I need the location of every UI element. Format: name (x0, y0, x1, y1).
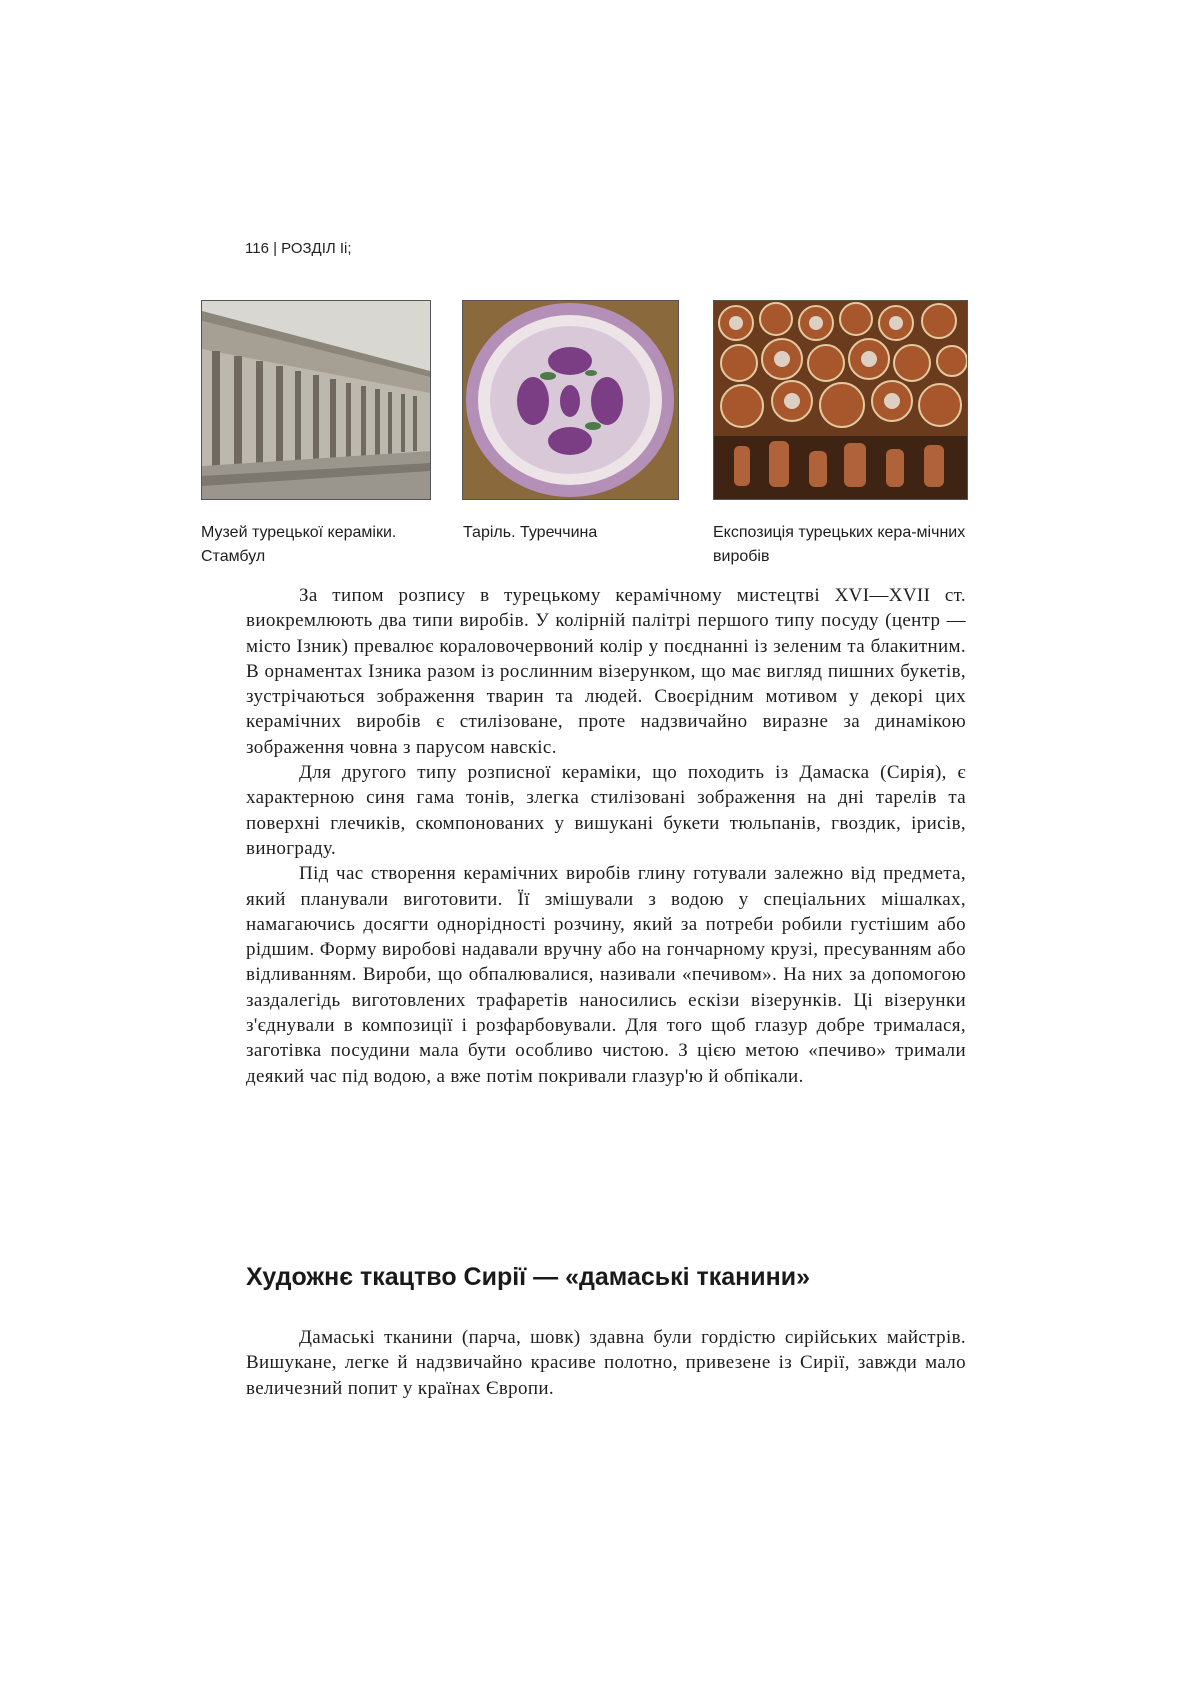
section-heading: Художнє ткацтво Сирії — «дамаські тканини» (246, 1263, 811, 1291)
figure-caption-plate: Таріль. Туреччина (463, 524, 598, 541)
main-text (246, 583, 966, 1089)
plate-photo (462, 300, 679, 500)
section-text (246, 1325, 966, 1401)
museum-photo (201, 300, 431, 500)
paragraph: Дамаські тканини (парча, шовк) здавна були гордістю сирійських майстрів. Вишукане, легке й надзвичайно красиве полотно, привезене із Сирії, завжди мало величезний попит у країнах Європи. (246, 1327, 966, 1399)
paragraph: За типом розпису в турецькому керамічному мистецтві XVI—XVII ст. виокремлюють два типи виробів. У колірній палітрі першого типу посуду (центр — місто Ізник) превалює кораловочервоний колір у поєднанні із зеленим та блакитним. В орнаментах Ізника разом із рослинним візерунком, що має вигляд пишних букетів, зустрічаються зображення тварин та людей. Своєрідним мотивом у декорі цих керамічних виробів є стилізоване, проте надзвичайно виразне за динамікою зображення човна з парусом навскіс. (246, 585, 966, 758)
paragraph: Для другого типу розписної кераміки, що походить із Дамаска (Сирія), є характерною синя гама тонів, злегка стилізовані зображення на дні тарелів та поверхні глечиків, скомпонованих у вишукані букети тюльпанів, гвоздик, ірисів, винограду. (246, 762, 966, 859)
ceramics-display-photo (713, 300, 968, 500)
paragraph: Під час створення керамічних виробів глину готували залежно від предмета, який планували виготовити. Її змішували з водою у спеціальних мішалках, намагаючись досягти однорідності розчину, який за потреби робили густішим або рідшим. Форму виробові надавали вручну або на гончарному крузі, пресуванням або відливанням. Вироби, що обпалювалися, називали «печивом». На них за допомогою заздалегідь виготовлених трафаретів наносились ескізи візерунків. Ці візерунки з'єднували в композиції і розфарбовували. Для того щоб глазур добре трималася, заготівка посудини мала бути особливо чистою. З цією метою «печиво» тримали деякий час під водою, а вже потім покривали глазур'ю й обпікали. (246, 863, 966, 1087)
figure-caption-display: Експозиція турецьких кера-мічних виробів (713, 524, 966, 565)
running-head: 116 | РОЗДІЛ Іі; (245, 240, 352, 257)
figure-caption-museum: Музей турецької кераміки. Стамбул (201, 524, 397, 565)
